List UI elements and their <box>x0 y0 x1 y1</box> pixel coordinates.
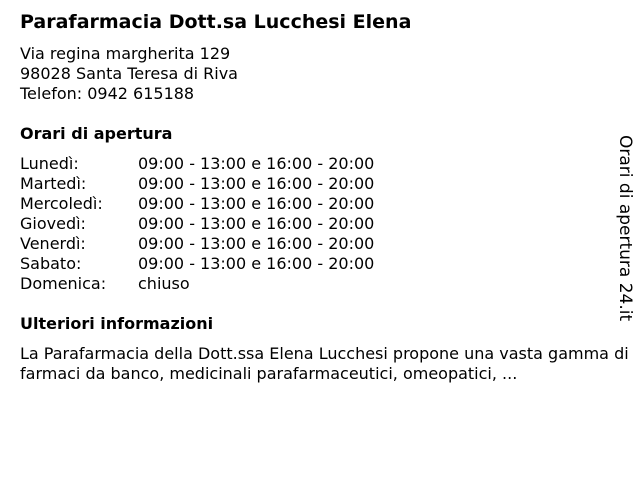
pharmacy-name: Parafarmacia Dott.sa Lucchesi Elena <box>20 11 412 33</box>
address-block <box>20 44 238 104</box>
day-label: Venerdì: <box>20 234 86 253</box>
hours-value: 09:00 - 13:00 e 16:00 - 20:00 <box>138 174 375 193</box>
day-label: Mercoledì: <box>20 194 103 213</box>
additional-info-heading: Ulteriori informazioni <box>20 314 214 333</box>
day-label: Sabato: <box>20 254 82 273</box>
street-address: Via regina margherita 129 <box>20 44 231 63</box>
hours-value: chiuso <box>138 274 190 293</box>
opening-hours-heading: Orari di apertura <box>20 124 173 143</box>
city-address: 98028 Santa Teresa di Riva <box>20 64 238 83</box>
day-label: Martedì: <box>20 174 87 193</box>
day-label: Lunedì: <box>20 154 79 173</box>
hours-value: 09:00 - 13:00 e 16:00 - 20:00 <box>138 194 375 213</box>
hours-value: 09:00 - 13:00 e 16:00 - 20:00 <box>138 154 375 173</box>
day-label: Giovedì: <box>20 214 86 233</box>
day-label: Domenica: <box>20 274 107 293</box>
hours-value: 09:00 - 13:00 e 16:00 - 20:00 <box>138 214 375 233</box>
phone-number: Telefon: 0942 615188 <box>20 84 195 103</box>
site-brand-vertical: Orari di apertura 24.it <box>615 135 635 322</box>
pharmacy-description: La Parafarmacia della Dott.ssa Elena Lucchesi propone una vasta gamma di farmaci da banco, medicinali parafarmaceutici, omeopatici, ... <box>20 344 629 383</box>
hours-value: 09:00 - 13:00 e 16:00 - 20:00 <box>138 234 375 253</box>
hours-value: 09:00 - 13:00 e 16:00 - 20:00 <box>138 254 375 273</box>
